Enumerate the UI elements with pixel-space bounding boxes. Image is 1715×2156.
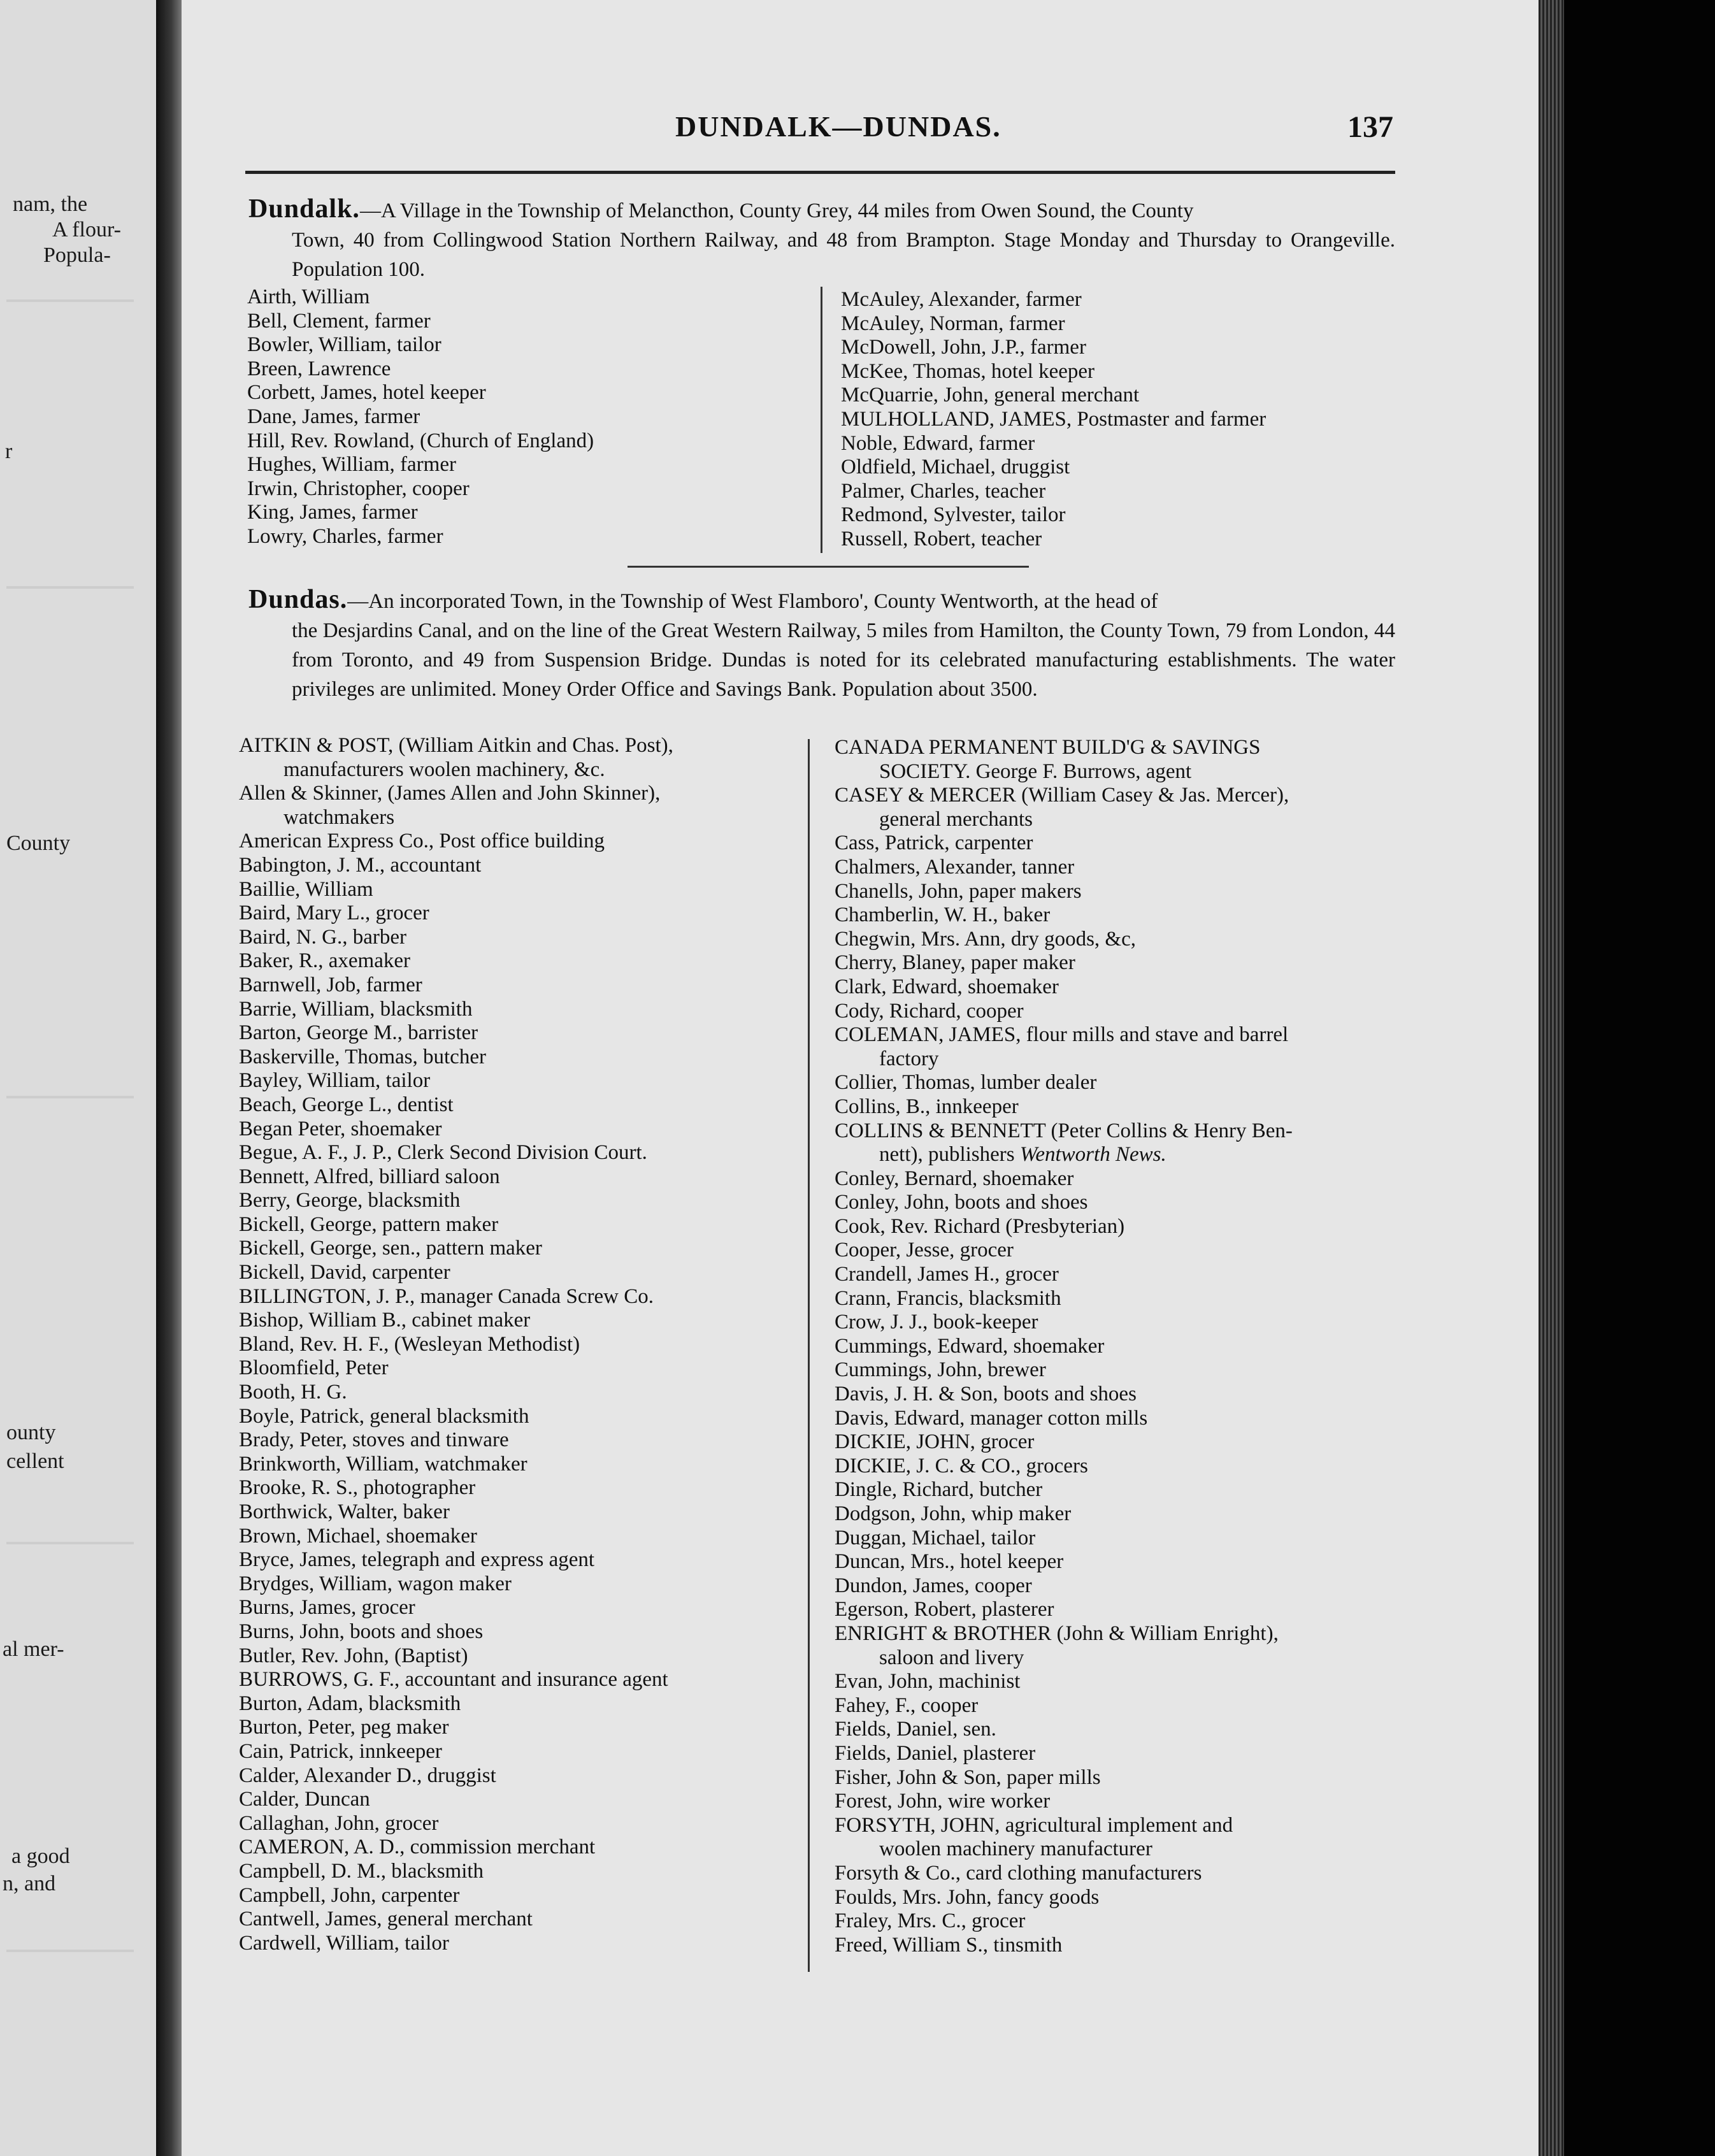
list-item: Butler, Rev. John, (Baptist) xyxy=(239,1644,468,1667)
list-item: AITKIN & POST, (William Aitkin and Chas. Post), xyxy=(239,734,673,757)
list-item: manufacturers woolen machinery, &c. xyxy=(283,758,605,781)
list-item: Barton, George M., barrister xyxy=(239,1021,478,1045)
list-item: Burton, Adam, blacksmith xyxy=(239,1692,461,1715)
dundalk-heading: Dundalk. xyxy=(248,194,360,224)
left-fragment: Popula- xyxy=(43,243,111,267)
list-item: general merchants xyxy=(879,807,1033,831)
list-item: American Express Co., Post office building xyxy=(239,830,605,853)
list-item: Campbell, D. M., blacksmith xyxy=(239,1859,484,1883)
list-item: Berry, George, blacksmith xyxy=(239,1189,461,1212)
list-item: watchmakers xyxy=(283,805,395,829)
header-rule xyxy=(245,171,1395,174)
list-item: Dodgson, John, whip maker xyxy=(835,1502,1072,1525)
list-item: CANADA PERMANENT BUILD'G & SAVINGS xyxy=(835,736,1261,759)
list-item: Booth, H. G. xyxy=(239,1381,347,1404)
dundalk-description-rest: Town, 40 from Collingwood Station Northern Railway, and 48 from Brampton. Stage Monday and Thursday to Orangeville. Population 100. xyxy=(292,229,1395,281)
list-item: Cook, Rev. Richard (Presbyterian) xyxy=(835,1214,1125,1238)
left-fragment: cellent xyxy=(6,1449,64,1473)
list-item: BURROWS, G. F., accountant and insurance agent xyxy=(239,1668,668,1692)
list-item: FORSYTH, JOHN, agricultural implement and xyxy=(835,1813,1233,1837)
dundalk-column-rule xyxy=(821,287,822,553)
list-item: Collins, B., innkeeper xyxy=(835,1095,1019,1118)
list-item: Fisher, John & Son, paper mills xyxy=(835,1765,1101,1789)
list-item: Crann, Francis, blacksmith xyxy=(835,1286,1061,1310)
list-item: Babington, J. M., accountant xyxy=(239,853,482,877)
list-item: Dundon, James, cooper xyxy=(835,1574,1032,1597)
list-item: Noble, Edward, farmer xyxy=(841,431,1035,455)
list-item: DICKIE, JOHN, grocer xyxy=(835,1430,1035,1454)
list-item: Brady, Peter, stoves and tinware xyxy=(239,1428,509,1452)
previous-page-sliver xyxy=(0,0,156,2156)
list-item: BILLINGTON, J. P., manager Canada Screw Co. xyxy=(239,1284,654,1308)
list-item: Cardwell, William, tailor xyxy=(239,1931,449,1955)
list-item: Collier, Thomas, lumber dealer xyxy=(835,1071,1097,1095)
list-item: Egerson, Robert, plasterer xyxy=(835,1598,1054,1621)
list-item: McAuley, Norman, farmer xyxy=(841,312,1065,335)
list-item: Davis, Edward, manager cotton mills xyxy=(835,1406,1148,1430)
dundalk-right-column xyxy=(841,288,1266,552)
list-item: Crandell, James H., grocer xyxy=(835,1263,1059,1286)
list-item: Burton, Peter, peg maker xyxy=(239,1716,449,1739)
list-item: DICKIE, J. C. & CO., grocers xyxy=(835,1454,1088,1477)
list-item: Boyle, Patrick, general blacksmith xyxy=(239,1404,529,1428)
list-item: Evan, John, machinist xyxy=(835,1670,1021,1693)
publication-title: Wentworth News. xyxy=(1019,1143,1166,1167)
list-item: Burns, John, boots and shoes xyxy=(239,1620,484,1643)
list-item xyxy=(835,1143,1293,1167)
list-item: COLLINS & BENNETT (Peter Collins & Henry Ben- xyxy=(835,1119,1293,1142)
list-item: McKee, Thomas, hotel keeper xyxy=(841,359,1094,383)
list-item: Crow, J. J., book-keeper xyxy=(835,1311,1038,1334)
list-item: Hill, Rev. Rowland, (Church of England) xyxy=(247,429,594,452)
list-item: Irwin, Christopher, cooper xyxy=(247,477,470,500)
list-item: Baskerville, Thomas, butcher xyxy=(239,1045,486,1068)
list-item: Bishop, William B., cabinet maker xyxy=(239,1309,531,1332)
list-item: Bowler, William, tailor xyxy=(247,333,441,357)
list-item: Chamberlin, W. H., baker xyxy=(835,903,1051,927)
list-item: CAMERON, A. D., commission merchant xyxy=(239,1836,596,1859)
list-item: Began Peter, shoemaker xyxy=(239,1117,442,1140)
running-head: DUNDALK—DUNDAS. xyxy=(675,110,1001,143)
list-item: Cooper, Jesse, grocer xyxy=(835,1239,1014,1262)
list-item: COLEMAN, JAMES, flour mills and stave and barrel xyxy=(835,1023,1289,1047)
list-item: Bryce, James, telegraph and express agent xyxy=(239,1548,595,1572)
list-item: CASEY & MERCER (William Casey & Jas. Mercer), xyxy=(835,784,1289,807)
list-item: Fields, Daniel, plasterer xyxy=(835,1741,1036,1765)
list-item: Conley, John, boots and shoes xyxy=(835,1191,1088,1214)
page-number: 137 xyxy=(1347,110,1393,144)
list-item: Fraley, Mrs. C., grocer xyxy=(835,1909,1026,1933)
list-item: Callaghan, John, grocer xyxy=(239,1811,439,1835)
list-item: Barnwell, Job, farmer xyxy=(239,973,422,996)
list-item: Baillie, William xyxy=(239,877,373,901)
dundas-description-rest: the Desjardins Canal, and on the line of the Great Western Railway, 5 miles from Hamilton, the County Town, 79 from London, 44 from Toronto, and 49 from Suspension Bridge. Dundas is noted for its celebrated manufacturing establishments. The water privileges are unlimited. Money Order Office and Savings Bank. Population about 3500. xyxy=(292,619,1395,701)
list-item: Bell, Clement, farmer xyxy=(247,309,431,333)
dundas-right-column xyxy=(835,736,1293,1957)
list-item: ENRIGHT & BROTHER (John & William Enright), xyxy=(835,1621,1279,1645)
list-item: Chegwin, Mrs. Ann, dry goods, &c, xyxy=(835,927,1136,951)
list-item: Fields, Daniel, sen. xyxy=(835,1718,996,1741)
list-item: Lowry, Charles, farmer xyxy=(247,524,443,548)
list-item: Baird, Mary L., grocer xyxy=(239,902,429,925)
page-edge xyxy=(1539,0,1564,2156)
list-item: Cantwell, James, general merchant xyxy=(239,1908,533,1931)
list-item: Foulds, Mrs. John, fancy goods xyxy=(835,1885,1100,1909)
dundas-column-rule xyxy=(808,739,810,1972)
list-item: Duggan, Michael, tailor xyxy=(835,1526,1036,1549)
list-item: Conley, Bernard, shoemaker xyxy=(835,1167,1074,1190)
list-item: Baird, N. G., barber xyxy=(239,925,407,949)
dundalk-description-line1: —A Village in the Township of Melancthon, County Grey, 44 miles from Owen Sound, the County xyxy=(359,199,1194,222)
list-item: Cody, Richard, cooper xyxy=(835,999,1024,1023)
section-divider xyxy=(628,566,1029,568)
list-item-text: nett), publishers xyxy=(879,1143,1020,1167)
list-item: Oldfield, Michael, druggist xyxy=(841,456,1070,479)
list-item: MULHOLLAND, JAMES, Postmaster and farmer xyxy=(841,407,1267,431)
list-item: Brooke, R. S., photographer xyxy=(239,1476,476,1500)
list-item: Palmer, Charles, teacher xyxy=(841,479,1046,503)
list-item: McDowell, John, J.P., farmer xyxy=(841,336,1086,359)
list-item: Cummings, John, brewer xyxy=(835,1358,1046,1382)
list-item: Bloomfield, Peter xyxy=(239,1356,389,1380)
list-item: Breen, Lawrence xyxy=(247,357,391,380)
dundas-description-line1: —An incorporated Town, in the Township of West Flamboro', County Wentworth, at the head of xyxy=(347,590,1158,613)
dundas-heading: Dundas. xyxy=(248,585,348,614)
list-item: McAuley, Alexander, farmer xyxy=(841,288,1082,311)
list-item: Russell, Robert, teacher xyxy=(841,527,1042,550)
list-item: factory xyxy=(879,1047,939,1070)
list-item: Cummings, Edward, shoemaker xyxy=(835,1334,1105,1358)
dundas-left-column xyxy=(239,734,673,1955)
left-fragment: ounty xyxy=(6,1421,56,1444)
left-fragment: nam, the xyxy=(13,192,88,216)
list-item: Bayley, William, tailor xyxy=(239,1069,431,1093)
list-item: King, James, farmer xyxy=(247,501,418,524)
list-item: Baker, R., axemaker xyxy=(239,949,410,973)
left-fragment: r xyxy=(5,440,13,463)
list-item: Campbell, John, carpenter xyxy=(239,1883,460,1907)
list-item: Borthwick, Walter, baker xyxy=(239,1500,450,1523)
list-item: saloon and livery xyxy=(879,1646,1024,1669)
list-item: Burns, James, grocer xyxy=(239,1596,415,1620)
list-item: Barrie, William, blacksmith xyxy=(239,997,473,1021)
list-item: SOCIETY. George F. Burrows, agent xyxy=(879,759,1192,783)
list-item: Bickell, George, pattern maker xyxy=(239,1212,499,1236)
dundalk-left-column xyxy=(247,285,594,549)
dundas-description xyxy=(248,585,1395,704)
list-item: Bland, Rev. H. F., (Wesleyan Methodist) xyxy=(239,1332,580,1356)
left-fragment: County xyxy=(6,831,71,855)
list-item: Chalmers, Alexander, tanner xyxy=(835,855,1075,879)
left-fragment: al mer- xyxy=(3,1637,64,1661)
list-item: Hughes, William, farmer xyxy=(247,453,456,477)
list-item: Beach, George L., dentist xyxy=(239,1093,454,1116)
list-item: Dingle, Richard, butcher xyxy=(835,1478,1043,1502)
list-item: McQuarrie, John, general merchant xyxy=(841,384,1140,407)
list-item: Freed, William S., tinsmith xyxy=(835,1933,1063,1957)
list-item: Redmond, Sylvester, tailor xyxy=(841,503,1066,527)
dundalk-description xyxy=(248,194,1395,284)
book-edge xyxy=(1564,0,1715,2156)
list-item: Bickell, George, sen., pattern maker xyxy=(239,1237,542,1260)
list-item: Fahey, F., cooper xyxy=(835,1693,979,1717)
list-item: Davis, J. H. & Son, boots and shoes xyxy=(835,1383,1137,1406)
left-fragment: n, and xyxy=(3,1872,56,1895)
list-item: Duncan, Mrs., hotel keeper xyxy=(835,1550,1064,1574)
list-item: Cain, Patrick, innkeeper xyxy=(239,1739,442,1763)
left-fragment: A flour- xyxy=(52,218,121,241)
list-item: Corbett, James, hotel keeper xyxy=(247,381,486,405)
list-item: Cherry, Blaney, paper maker xyxy=(835,951,1075,975)
list-item: Brown, Michael, shoemaker xyxy=(239,1524,477,1548)
book-gutter xyxy=(156,0,182,2156)
list-item: Forest, John, wire worker xyxy=(835,1790,1051,1813)
list-item: Clark, Edward, shoemaker xyxy=(835,975,1059,998)
list-item: Calder, Alexander D., druggist xyxy=(239,1764,496,1787)
list-item: woolen machinery manufacturer xyxy=(879,1837,1152,1861)
list-item: Calder, Duncan xyxy=(239,1788,370,1811)
list-item: Chanells, John, paper makers xyxy=(835,879,1082,903)
list-item: Begue, A. F., J. P., Clerk Second Division Court. xyxy=(239,1141,647,1165)
list-item: Bickell, David, carpenter xyxy=(239,1261,450,1284)
list-item: Allen & Skinner, (James Allen and John Skinner), xyxy=(239,782,661,805)
left-fragment: a good xyxy=(11,1844,70,1868)
list-item: Brinkworth, William, watchmaker xyxy=(239,1452,527,1476)
list-item: Forsyth & Co., card clothing manufacturers xyxy=(835,1861,1202,1885)
list-item: Airth, William xyxy=(247,285,370,308)
list-item: Bennett, Alfred, billiard saloon xyxy=(239,1165,500,1188)
list-item: Dane, James, farmer xyxy=(247,405,420,428)
list-item: Brydges, William, wagon maker xyxy=(239,1572,512,1595)
list-item: Cass, Patrick, carpenter xyxy=(835,831,1033,855)
